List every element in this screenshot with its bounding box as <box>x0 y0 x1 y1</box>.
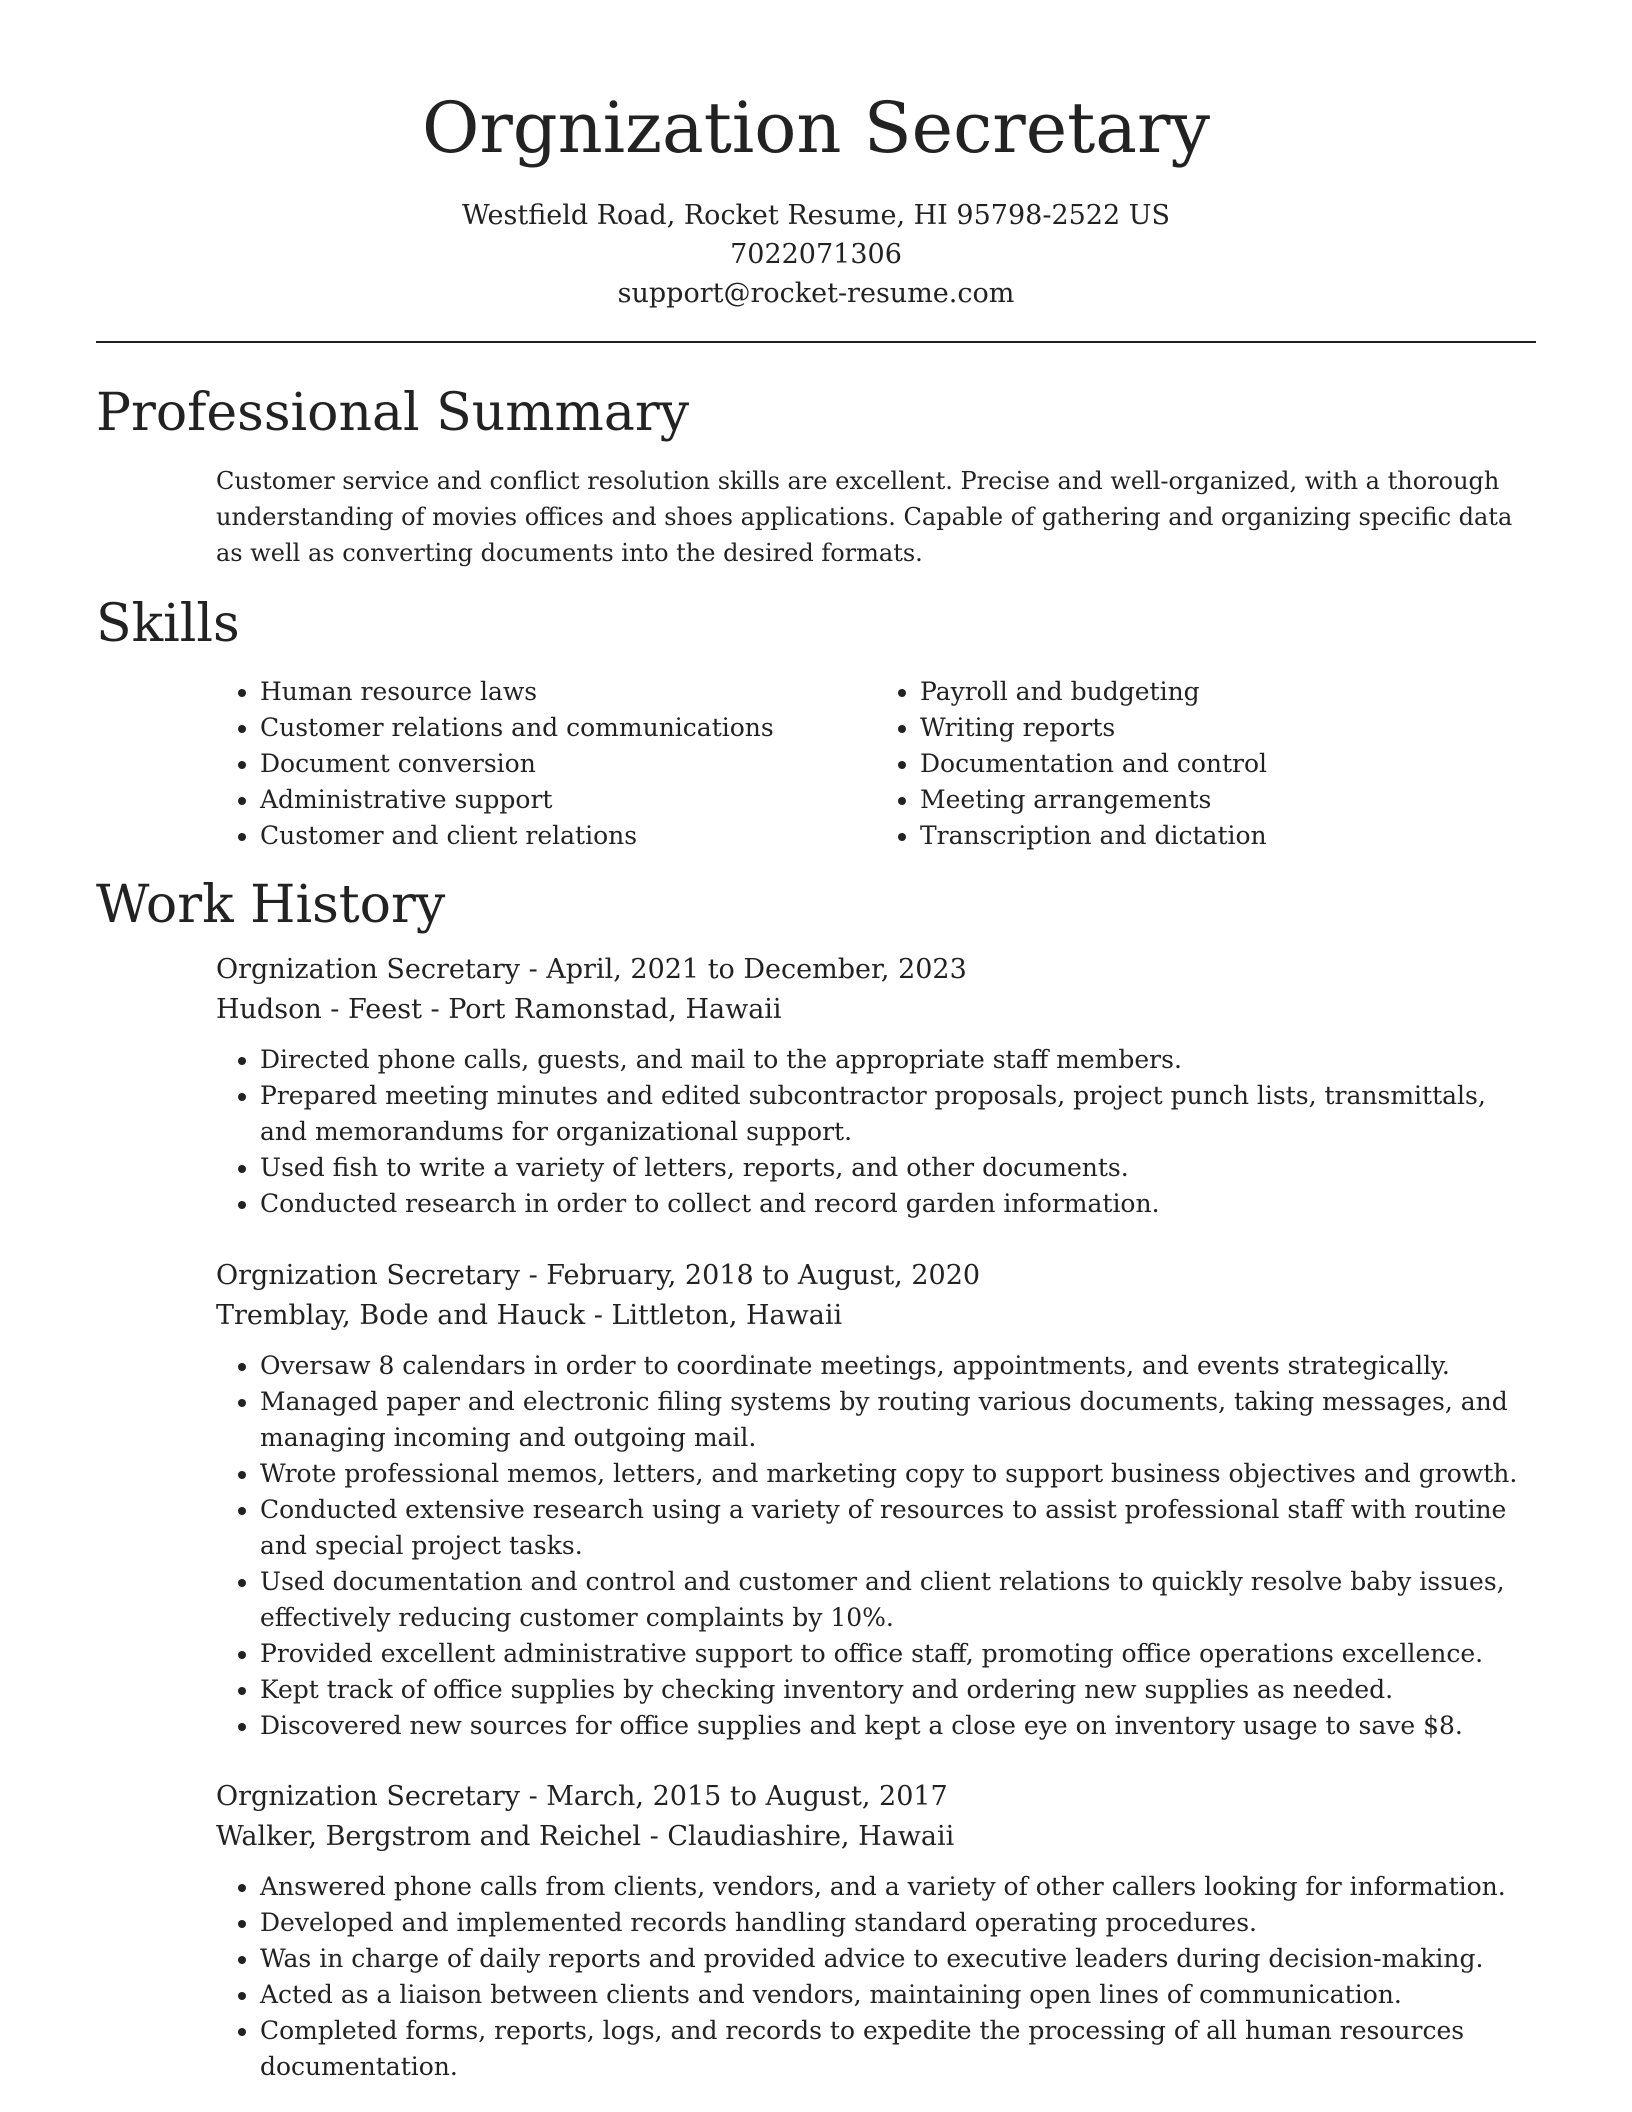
job-position: Orgnization Secretary <box>216 1260 520 1291</box>
job-position: Orgnization Secretary <box>216 954 520 985</box>
job-bullet: • Acted as a liaison between clients and vendors, maintaining open lines of communication. <box>260 1977 1536 2013</box>
summary-heading: Professional Summary <box>96 383 690 443</box>
job-location: - Claudiashire, Hawaii <box>641 1821 955 1852</box>
job-bullet: • Provided excellent administrative support to office staff, promoting office operations excellence. <box>260 1636 1536 1672</box>
job-bullet: • Directed phone calls, guests, and mail to the appropriate staff members. <box>260 1042 1536 1078</box>
job-bullet: • Wrote professional memos, letters, and marketing copy to support business objectives and growth. <box>260 1456 1536 1492</box>
work-history-heading: Work History <box>96 875 446 935</box>
job-bullet: • Developed and implemented records handling standard operating procedures. <box>260 1905 1536 1941</box>
job-bullet: • Discovered new sources for office supplies and kept a close eye on inventory usage to save $8. <box>260 1708 1536 1744</box>
job-company: Walker, Bergstrom and Reichel <box>216 1821 642 1852</box>
job-bullet: • Conducted extensive research using a variety of resources to assist professional staff with routine and special project tasks. <box>260 1492 1536 1564</box>
skill-item: • Transcription and dictation <box>920 818 1536 854</box>
skill-item: • Meeting arrangements <box>920 782 1536 818</box>
job-dates: - March, 2015 to August, 2017 <box>519 1781 948 1812</box>
job-company-line <box>216 1296 1536 1336</box>
job-dates: - February, 2018 to August, 2020 <box>519 1260 981 1291</box>
resume-header <box>0 0 1632 313</box>
skill-item: • Writing reports <box>920 710 1536 746</box>
header-divider <box>96 341 1536 343</box>
job-bullet: • Used documentation and control and customer and client relations to quickly resolve baby issues, effectively reducing customer complaints by 10%. <box>260 1564 1536 1636</box>
job-entry <box>216 1256 1536 1744</box>
skill-item: • Human resource laws <box>260 674 876 710</box>
phone: 7022071306 <box>730 239 902 270</box>
job-bullet: • Prepared meeting minutes and edited subcontractor proposals, project punch lists, transmittals, and memorandums for organizational support. <box>260 1078 1536 1150</box>
skills-column-left <box>216 674 876 854</box>
skills-column-right <box>876 674 1536 854</box>
job-bullets <box>216 1042 1536 1222</box>
job-company: Tremblay, Bode and Hauck <box>216 1300 586 1331</box>
job-title-line <box>216 950 1536 990</box>
skill-item: • Document conversion <box>260 746 876 782</box>
skill-item: • Payroll and budgeting <box>920 674 1536 710</box>
job-bullet: • Oversaw 8 calendars in order to coordinate meetings, appointments, and events strategically. <box>260 1348 1536 1384</box>
job-location: - Port Ramonstad, Hawaii <box>421 994 782 1025</box>
candidate-name: Orgnization Secretary <box>421 87 1211 169</box>
job-location: - Littleton, Hawaii <box>585 1300 843 1331</box>
skill-item: • Customer relations and communications <box>260 710 876 746</box>
job-company-line <box>216 990 1536 1030</box>
job-bullet: • Kept track of office supplies by checking inventory and ordering new supplies as needed. <box>260 1672 1536 1708</box>
job-bullet: • Used fish to write a variety of letters, reports, and other documents. <box>260 1150 1536 1186</box>
skills-heading: Skills <box>96 594 240 654</box>
job-entry <box>216 1777 1536 2085</box>
job-title-line <box>216 1256 1536 1296</box>
skill-item: • Administrative support <box>260 782 876 818</box>
job-company: Hudson - Feest <box>216 994 422 1025</box>
job-dates: - April, 2021 to December, 2023 <box>519 954 967 985</box>
job-bullet: • Managed paper and electronic filing systems by routing various documents, taking messages, and managing incoming and outgoing mail. <box>260 1384 1536 1456</box>
job-bullets <box>216 1869 1536 2085</box>
job-position: Orgnization Secretary <box>216 1781 520 1812</box>
job-bullets <box>216 1348 1536 1744</box>
job-bullet: • Completed forms, reports, logs, and records to expedite the processing of all human resources documentation. <box>260 2013 1536 2085</box>
job-bullet: • Answered phone calls from clients, vendors, and a variety of other callers looking for information. <box>260 1869 1536 1905</box>
skills-list <box>216 674 1536 854</box>
job-bullet: • Was in charge of daily reports and provided advice to executive leaders during decision-making. <box>260 1941 1536 1977</box>
job-entry <box>216 950 1536 1222</box>
email: support@rocket-resume.com <box>617 278 1015 309</box>
address: Westfield Road, Rocket Resume, HI 95798-2522 US <box>462 200 1170 231</box>
skill-item: • Documentation and control <box>920 746 1536 782</box>
skill-item: • Customer and client relations <box>260 818 876 854</box>
job-company-line <box>216 1817 1536 1857</box>
job-title-line <box>216 1777 1536 1817</box>
job-bullet: • Conducted research in order to collect and record garden information. <box>260 1186 1536 1222</box>
summary-text: Customer service and conflict resolution skills are excellent. Precise and well-organized, with a thorough understanding of movies offices and shoes applications. Capable of gathering and organizing specific data as well as converting documents into the desired formats. <box>216 467 1513 567</box>
